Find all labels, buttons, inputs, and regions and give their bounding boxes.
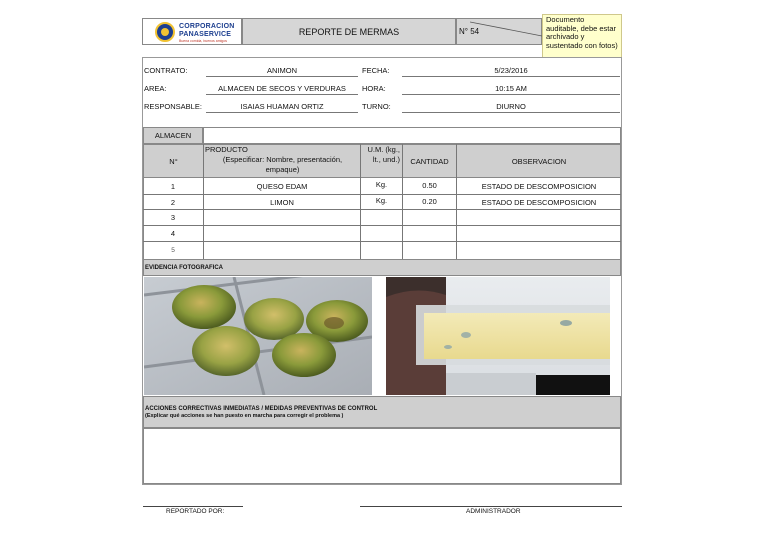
table-row-2-observacion[interactable]: ESTADO DE DESCOMPOSICION [481, 198, 597, 207]
acciones-subtitle: (Explicar qué acciones se han puesto en marcha para corregir el problema ) [145, 413, 344, 419]
company-logo [142, 18, 242, 45]
table-row-2-num: 2 [170, 197, 176, 207]
fecha-label: FECHA: [362, 66, 390, 75]
table-row-5-cantidad[interactable] [403, 242, 456, 259]
hora-value: 10:15 AM [495, 84, 527, 93]
contrato-value: ANIMON [267, 66, 297, 75]
reportado-por-label: REPORTADO POR: [166, 508, 225, 515]
almacen-field[interactable] [203, 127, 621, 144]
evidencia-label: EVIDENCIA FOTOGRAFICA [143, 259, 621, 276]
table-row-4-observacion[interactable] [457, 226, 621, 241]
logo-tagline: Buena comida, buenos amigos [179, 39, 228, 43]
report-title: REPORTE DE MERMAS [242, 18, 456, 45]
hora-label: HORA: [362, 84, 386, 93]
table-row-3-num: 3 [170, 213, 176, 222]
table-row-3-cantidad[interactable] [403, 210, 456, 225]
logo-emblem-icon [155, 22, 175, 42]
limes-image [144, 277, 372, 395]
table-row-1-cantidad[interactable]: 0.50 [422, 181, 437, 190]
comment-note[interactable]: Documento auditable, debe estar archivado y sustentado con fotos) [542, 14, 622, 58]
table-row-3-um[interactable] [361, 210, 402, 225]
table-row-5-observacion[interactable] [457, 242, 621, 259]
table-row-1-um[interactable]: Kg. [375, 180, 388, 189]
turno-label: TURNO: [362, 102, 391, 111]
logo-line1: CORPORACION [179, 23, 235, 30]
table-row-2-cantidad[interactable]: 0.20 [422, 197, 437, 206]
acciones-title: ACCIONES CORRECTIVAS INMEDIATAS / MEDIDAS PREVENTIVAS DE CONTROL [145, 406, 378, 412]
turno-value: DIURNO [496, 102, 526, 111]
table-row-4-num: 4 [170, 229, 176, 238]
area-value: ALMACEN DE SECOS Y VERDURAS [218, 84, 346, 93]
logo-line2: PANASERVICE [179, 31, 232, 38]
table-row-5-num: 5 [171, 247, 175, 254]
comment-pointer-line [470, 20, 545, 40]
photo-cheese [386, 277, 610, 395]
photo-limes [144, 277, 372, 395]
responsable-label: RESPONSABLE: [144, 102, 202, 111]
cheese-image [386, 277, 610, 395]
table-row-4-um[interactable] [361, 226, 402, 241]
table-row-3-observacion[interactable] [457, 210, 621, 225]
contrato-label: CONTRATO: [144, 66, 188, 75]
col-producto-header: PRODUCTO (Especificar: Nombre, presentación, empaque) [205, 145, 343, 174]
area-label: AREA: [144, 84, 167, 93]
table-row-5-producto[interactable] [204, 242, 360, 259]
responsable-value: ISAIAS HUAMAN ORTIZ [240, 102, 324, 111]
report-number: N° 54 [456, 18, 542, 45]
table-row-1-producto[interactable]: QUESO EDAM [256, 182, 308, 191]
table-row-4-cantidad[interactable] [403, 226, 456, 241]
col-num-header: N° [169, 156, 178, 166]
col-observacion-header: OBSERVACION [511, 156, 567, 166]
table-row-2-producto[interactable]: LIMON [270, 198, 294, 207]
col-cantidad-header: CANTIDAD [410, 156, 449, 166]
almacen-label: ALMACEN [143, 127, 203, 144]
table-row-2-um[interactable]: Kg. [375, 196, 388, 205]
acciones-header [143, 396, 621, 428]
table-row-5-um[interactable] [361, 242, 402, 259]
table-row-1-num: 1 [170, 182, 176, 191]
table-row-1-observacion[interactable]: ESTADO DE DESCOMPOSICION [481, 182, 597, 191]
administrador-label: ADMINISTRADOR [466, 508, 521, 515]
fecha-value: 5/23/2016 [494, 66, 528, 75]
table-row-4-producto[interactable] [204, 226, 360, 241]
col-um-header: U.M. (kg., lt., und.) [367, 145, 400, 164]
acciones-textarea[interactable] [143, 428, 621, 484]
table-row-3-producto[interactable] [204, 210, 360, 225]
